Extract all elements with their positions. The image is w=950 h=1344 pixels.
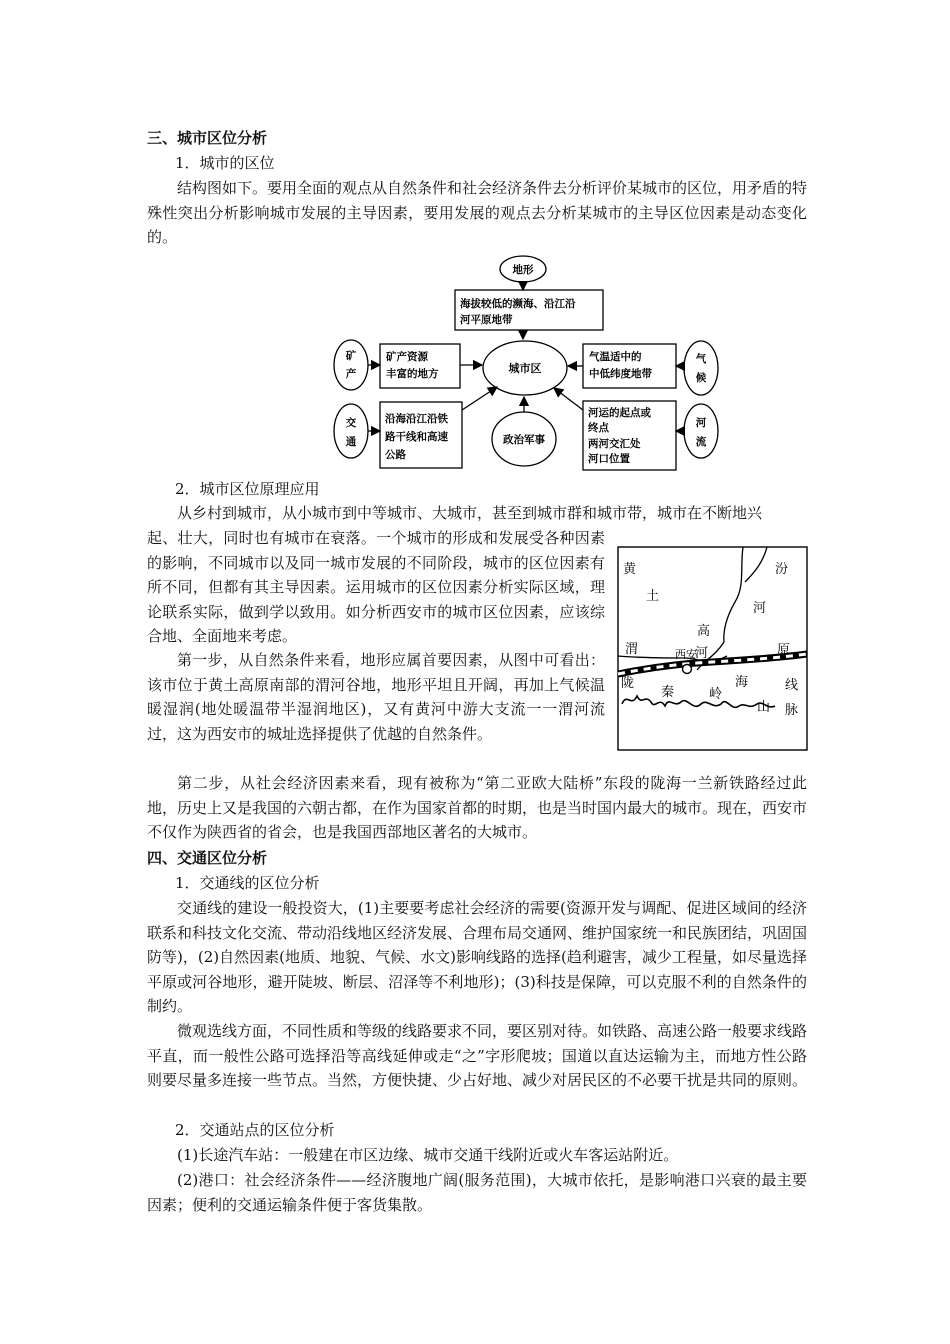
river-box-label-4: 河口位置 [588,453,630,465]
paragraph-urbanization-line1: 从乡村到城市，从小城市到中等城市、大城市，甚至到城市群和城市带，城市在不断地兴 [177,504,763,522]
map-label-tu: 土 [646,589,660,604]
climate-ellipse [684,341,718,395]
map-label-qin: 秦 [661,685,675,700]
city-location-structure-diagram [330,250,730,475]
map-label-long: 陇 [621,676,635,691]
mineral-rich-label-1: 矿产资源 [386,351,428,363]
map-label-gao: 高 [697,624,711,639]
paragraph-step-one: 第一步，从自然条件来看，地形应属首要因素，从图中可看出：该市位于黄土高原南部的渭河谷地，地形平坦且开阔，再加上气候温暖湿润(地处暖温带半湿润地区)，又有黄河中游大支流一一渭河流过，这为西安市的城址选择提供了优越的自然条件。 [147,651,605,743]
map-label-fen: 汾 [775,562,789,577]
map-label-xian: 西安 [675,648,697,661]
river-box-label-2: 终点 [588,422,609,434]
map-label-hai: 海 [735,675,749,690]
climate-label-2: 候 [695,372,707,384]
paragraph-bus-station: (1)长途汽车站：一般建在市区边缘、城市交通干线附近或火车客运站附近。 [177,1146,679,1164]
subsection-transport-line: 1．交通线的区位分析 [175,874,320,892]
politics-label: 政治军事 [503,434,545,446]
paragraph-structure-intro: 结构图如下。要用全面的观点从自然条件和社会经济条件去分析评价某城市的区位，用矛盾的特殊性突出分析影响城市发展的主导因素，要用发展的观点去分析某城市的主导区位因素是动态变化的。 [147,179,808,246]
transport-box-label-2: 路干线和高速 [385,431,448,443]
city-label: 城市区 [508,362,542,375]
plain-label-2: 河平原地带 [460,314,513,326]
map-label-he-left: 河 [695,646,709,661]
transport-box-label-3: 公路 [385,449,406,461]
paragraph-step-two: 第二步，从社会经济因素来看，现有被称为“第二亚欧大陆桥”东段的陇海一兰新铁路经过此地，历史上又是我国的六朝古都，在作为国家首都的时期，也是当时国内最大的城市。现在，西安市不仅作为陕西省的省会，也是我国西部地区著名的大城市。 [147,774,808,841]
river-box-label-3: 两河交汇处 [588,438,641,450]
section-3-title: 三、城市区位分析 [147,129,268,147]
xian-location-map [617,546,809,752]
river-box-label-1: 河运的起点或 [588,407,651,419]
map-label-shan: 山 [757,700,771,715]
paragraph-port: (2)港口：社会经济条件——经济腹地广阔(服务范围)，大城市依托，是影响港口兴衰的最主要因素；便利的交通运输条件便于客货集散。 [147,1171,807,1214]
climate-zone-label-1: 气温适中的 [589,351,642,363]
section-4-title: 四、交通区位分析 [147,849,268,867]
xian-city-marker [683,665,692,674]
terrain-label: 地形 [512,264,534,276]
climate-label-1: 气 [695,353,707,365]
paragraph-transport-line: 交通线的建设一般投资大，(1)主要要考虑社会经济的需要(资源开发与调配、促进区域间的经济联系和科技文化交流、带动沿线地区经济发展、合理布局交通网、维护国家统一和民族团结，巩固国防等)，(2)自然因素(地质、地貌、气候、水文)影响线路的选择(趋利避害，减少工程量，如尽量选择平原或河谷地形，避开陡坡、断层、沼泽等不利地形)；(3)科技是保障，可以克服不利的自然条件的制约。 [147,899,808,1015]
plain-label-1: 海拔较低的濒海、沿江沿 [460,298,576,310]
minerals-ellipse [334,340,368,390]
map-label-wei: 渭 [625,642,639,657]
subsection-city-location: 1．城市的区位 [175,154,275,172]
minerals-label-1: 矿 [345,350,357,362]
rivers-ellipse [684,404,718,458]
map-label-yuan: 原 [777,643,791,658]
minerals-label-2: 产 [345,368,357,380]
map-label-ling: 岭 [709,687,723,702]
mineral-rich-label-2: 丰富的地方 [386,368,439,380]
rivers-label-1: 河 [695,417,707,429]
paragraph-route-selection: 微观选线方面，不同性质和等级的线路要求不同，要区别对待。如铁路、高速公路一般要求线路平直，而一般性公路可选择沿等高线延伸或走“之”字形爬坡；国道以直达运输为主，而地方性公路则要尽量多连接一些节点。当然，方便快捷、少占好地、减少对居民区的不必要干扰是共同的原则。 [147,1022,808,1089]
map-label-he-right: 河 [753,601,767,616]
transport-label-1: 交 [345,417,357,429]
map-label-xian-line: 线 [785,678,799,693]
map-label-mai: 脉 [785,703,799,718]
subsection-transport-stations: 2．交通站点的区位分析 [175,1121,335,1139]
transport-ellipse [334,404,368,458]
map-label-huang: 黄 [623,562,637,577]
rivers-label-2: 流 [695,436,707,448]
paragraph-urbanization: 起、壮大，同时也有城市在衰落。一个城市的形成和发展受各种因素的影响，不同城市以及同一城市发展的不同阶段，城市的区位因素有所不同，但都有其主导因素。运用城市的区位因素分析实际区域，理论联系实际，做到学以致用。如分析西安市的城市区位因素，应该综合地、全面地来考虑。 [147,529,605,645]
climate-zone-label-2: 中低纬度地带 [589,368,652,380]
transport-box-label-1: 沿海沿江沿铁 [385,413,448,425]
transport-label-2: 通 [345,436,357,448]
subsection-principle-application: 2．城市区位原理应用 [175,480,320,498]
